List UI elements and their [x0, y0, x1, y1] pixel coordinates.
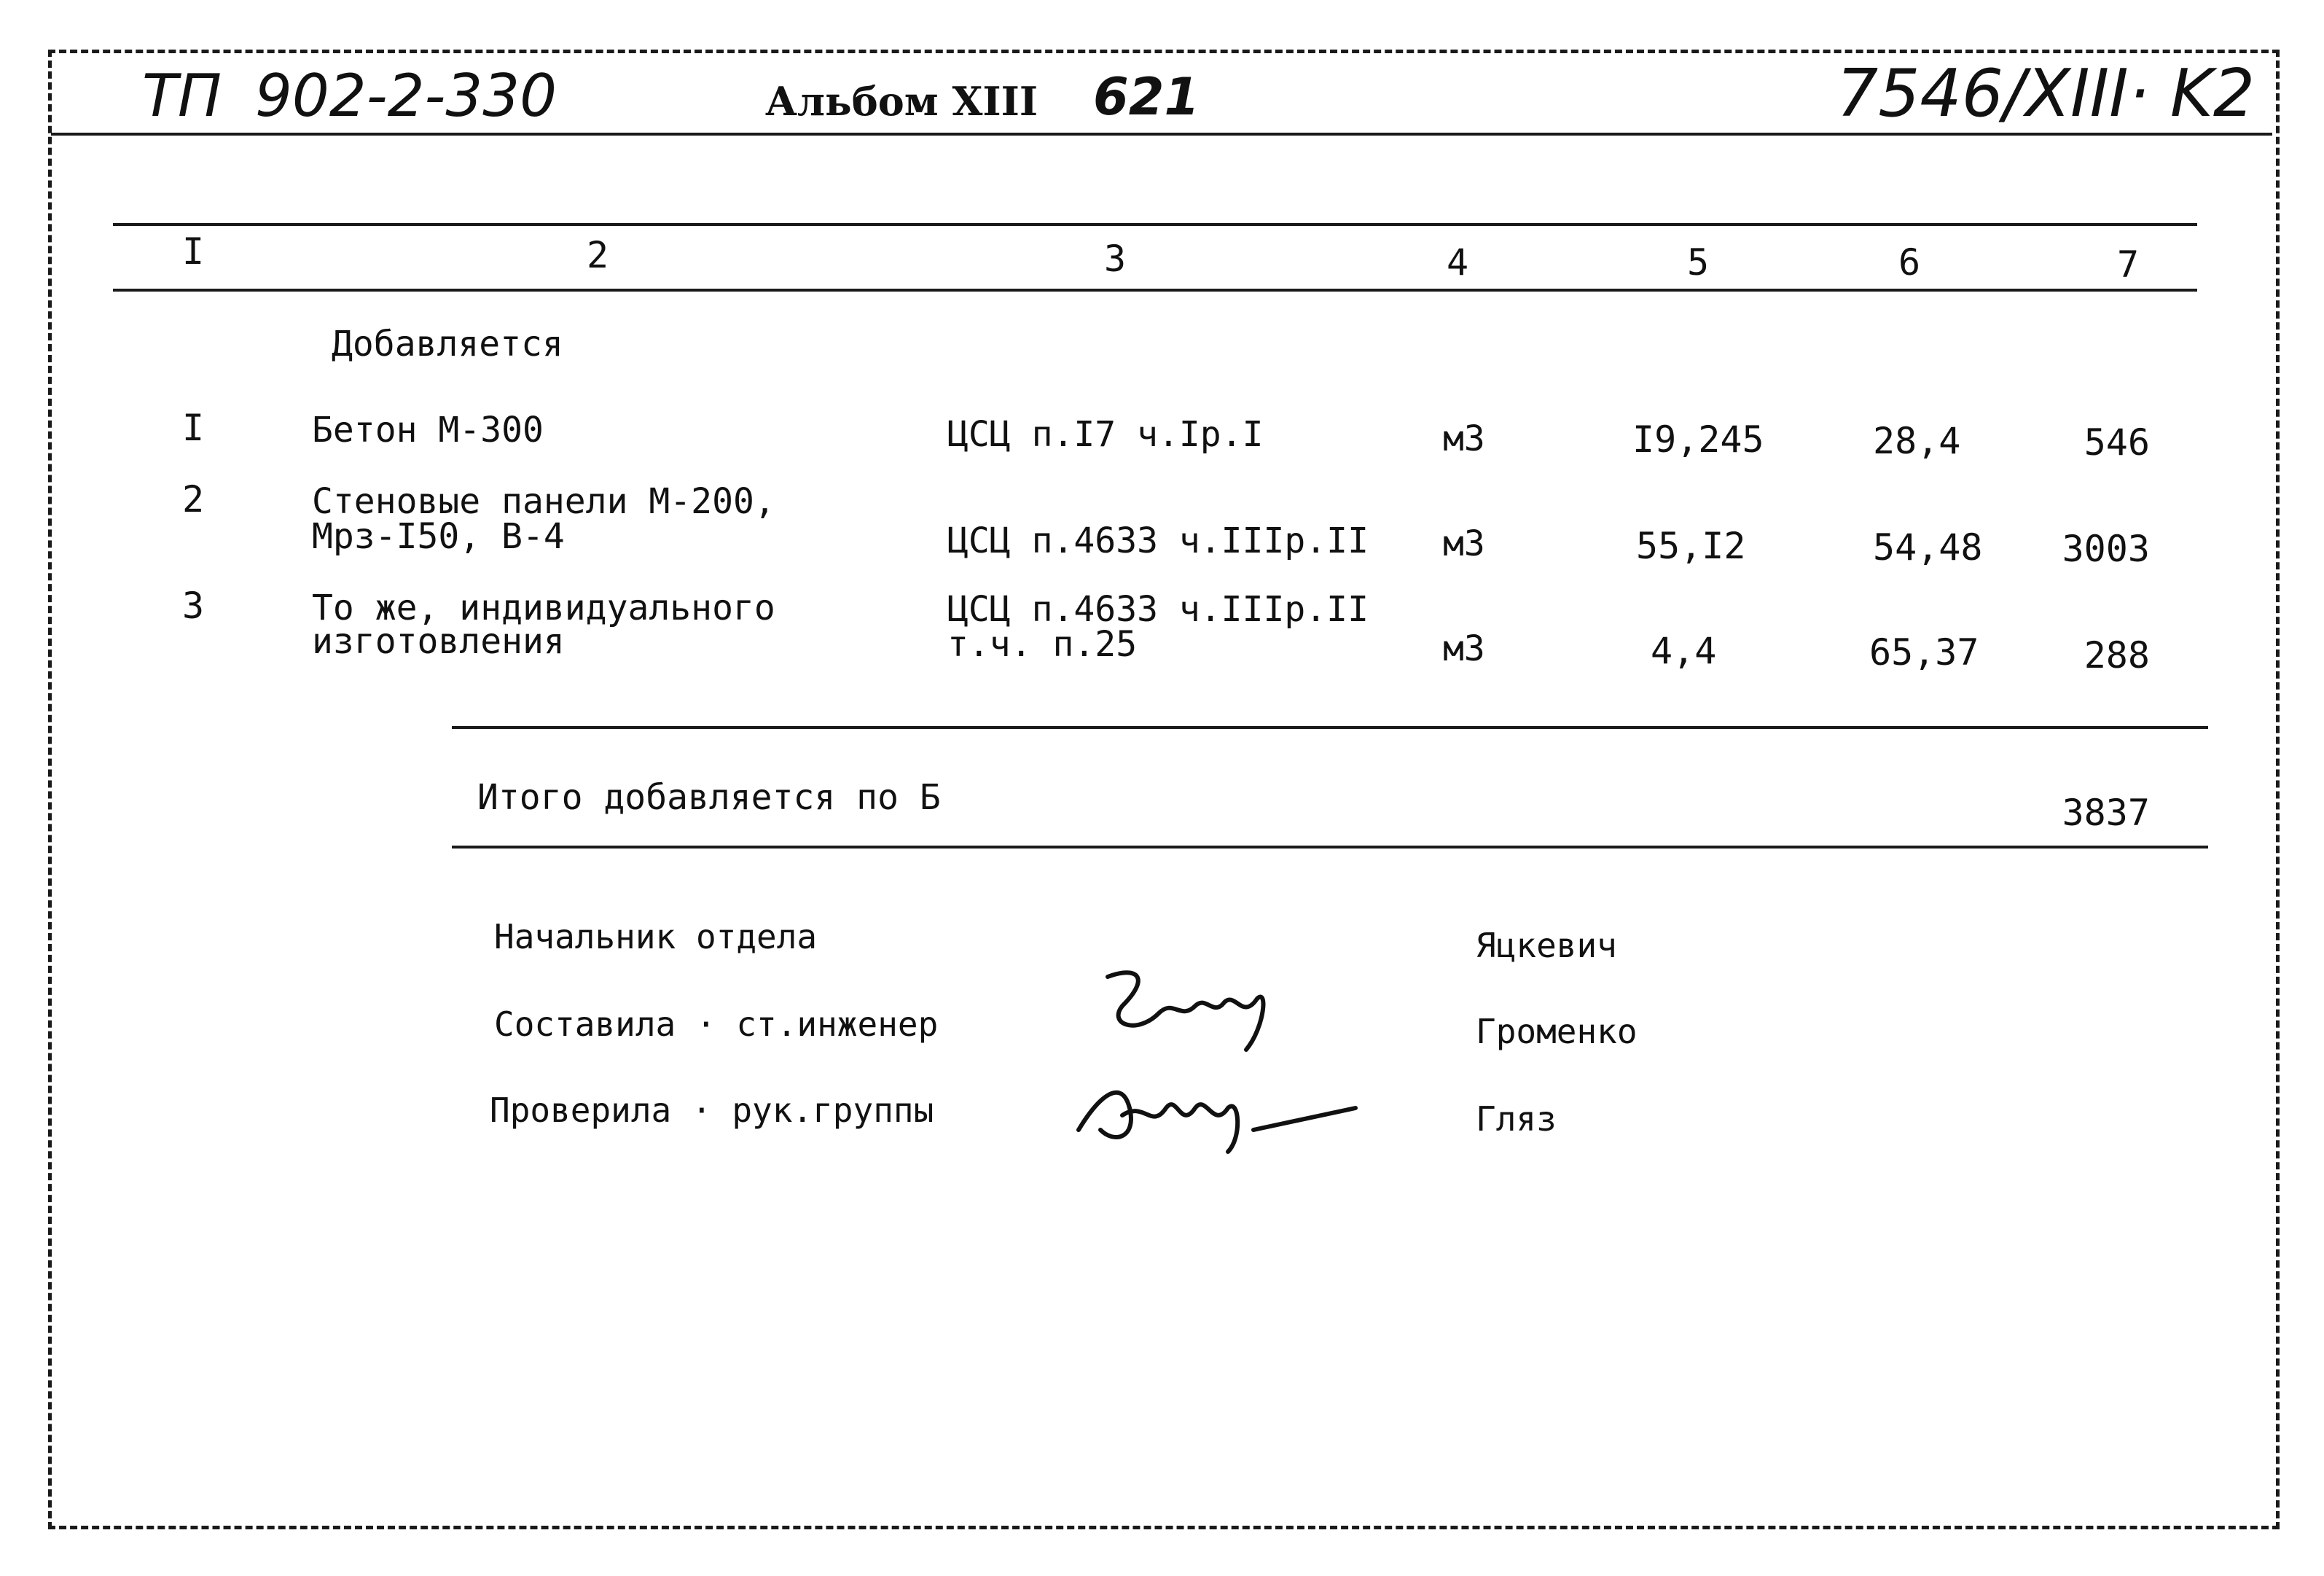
- row-2-unit: м3: [1443, 523, 1485, 564]
- handwritten-signature-2: [1071, 1064, 1363, 1166]
- row-3-quantity: 4,4: [1651, 630, 1717, 672]
- row-1-reference: ЦСЦ п.I7 ч.Iр.I: [947, 414, 1264, 455]
- row-3-reference-line-1: ЦСЦ п.4633 ч.IIIр.II: [947, 589, 1369, 630]
- column-header-7: 7: [2116, 243, 2140, 286]
- row-2-name-line-2: Мрз-I50, В-4: [312, 516, 565, 557]
- row-3-name-line-1: То же, индивидуального: [312, 588, 775, 628]
- row-2-name-line-1: Стеновые панели М-200,: [312, 481, 775, 522]
- summary-total: 3837: [2062, 792, 2150, 834]
- row-2-total: 3003: [2062, 528, 2150, 570]
- row-1-number: I: [182, 407, 205, 449]
- row-1-price: 28,4: [1873, 420, 1961, 462]
- row-3-price: 65,37: [1869, 631, 1979, 674]
- signature-name-3: Гляз: [1476, 1099, 1557, 1139]
- column-header-1: I: [181, 230, 205, 273]
- column-header-3: 3: [1103, 238, 1127, 280]
- row-3-name-line-2: изготовления: [312, 621, 565, 662]
- project-number: 902-2-330: [255, 62, 557, 130]
- signature-name-2: Громенко: [1476, 1012, 1638, 1051]
- signature-role-1: Начальник отдела: [494, 917, 818, 956]
- row-2-reference: ЦСЦ п.4633 ч.IIIр.II: [947, 520, 1369, 561]
- section-title: Добавляется: [332, 324, 563, 364]
- header-separator: [51, 133, 2272, 136]
- column-header-4: 4: [1446, 241, 1469, 284]
- column-header-6: 6: [1898, 241, 1921, 284]
- summary-bottom-rule: [452, 846, 2208, 849]
- table-top-rule: [113, 223, 2197, 226]
- row-2-quantity: 55,I2: [1636, 525, 1746, 567]
- column-header-5: 5: [1686, 241, 1710, 284]
- row-3-unit: м3: [1443, 628, 1485, 669]
- row-3-reference-line-2: т.ч. п.25: [947, 624, 1138, 665]
- row-2-price: 54,48: [1873, 526, 1983, 569]
- summary-top-rule: [452, 726, 2208, 729]
- row-1-quantity: I9,245: [1632, 418, 1764, 461]
- summary-label: Итого добавляется по Б: [477, 777, 941, 818]
- row-1-unit: м3: [1443, 418, 1485, 459]
- column-header-2: 2: [586, 234, 609, 276]
- page-number: 621: [1093, 67, 1200, 127]
- table-header-rule: [113, 289, 2197, 292]
- row-1-name: Бетон М-300: [312, 410, 544, 450]
- row-3-total: 288: [2084, 634, 2150, 676]
- signature-name-1: Яцкевич: [1476, 926, 1617, 965]
- project-prefix: ТП: [142, 62, 222, 130]
- handwritten-signature-1: [1093, 962, 1312, 1072]
- signature-role-2: Составила · ст.инженер: [494, 1004, 939, 1044]
- album-label: Альбом XIII: [765, 78, 1038, 125]
- row-1-total: 546: [2084, 421, 2150, 464]
- signature-role-3: Проверила · рук.группы: [490, 1091, 934, 1130]
- sheet-code: 7546/XIII· K2: [1836, 55, 2255, 132]
- row-2-number: 2: [182, 478, 205, 520]
- row-3-number: 3: [182, 585, 205, 627]
